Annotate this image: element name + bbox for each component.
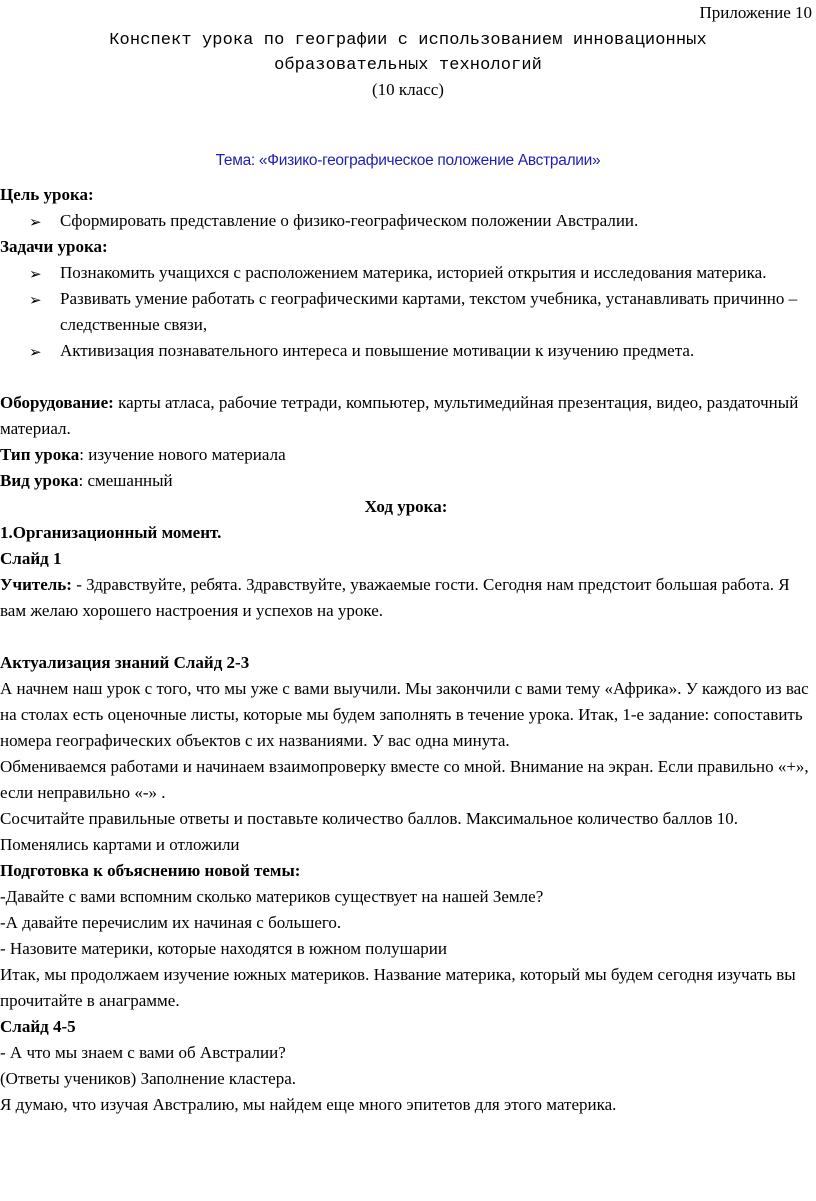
lesson-theme: Тема: «Физико-географическое положение Австралии» [215,152,601,169]
actualization-paragraph-2: Обмениваемся работами и начинаем взаимопроверку вместе со мной. Внимание на экран. Если правильно «+», если неправильно «-» . [0,757,809,802]
document-body [0,182,812,1118]
course-heading: Ход урока: [364,497,448,516]
actualization-paragraph-1: А начнем наш урок с того, что мы уже с вами выучили. Мы закончили с вами тему «Африка». У каждого из вас на столах есть оценочные листы, которые мы будем заполнять в течение урока. Итак, 1-е задание: сопоставить номера географических объектов с их названиями. У вас одна минута. [0,679,809,750]
preparation-line-4: Итак, мы продолжаем изучение южных материков. Название материка, который мы будем сегодня изучать вы прочитайте в анаграмме. [0,965,796,1010]
goal-list [0,208,812,234]
lesson-kind-paragraph [0,468,812,494]
lesson-kind-text: : смешанный [78,471,173,490]
lesson-type-paragraph [0,442,812,468]
slide-4-5-heading: Слайд 4-5 [0,1017,76,1036]
title-line-1: Конспект урока по географии с использованием инновационных [109,31,707,50]
lesson-kind-label: Вид урока [0,471,79,490]
tasks-heading: Задачи урока: [0,237,108,256]
list-item: ➢ Развивать умение работать с географическими картами, текстом учебника, устанавливать причинно – следственные связи, [29,289,798,334]
slide-4-5-line-3: Я думаю, что изучая Австралию, мы найдем еще много эпитетов для этого материка. [0,1095,617,1114]
tasks-list [0,260,812,364]
org-heading: 1.Организационный момент. [0,523,222,542]
list-item: ➢ Сформировать представление о физико-географическом положении Австралии. [0,208,812,234]
slide-4-5-line-2: (Ответы учеников) Заполнение кластера. [0,1069,296,1088]
preparation-line-2: -А давайте перечислим их начиная с большего. [0,913,342,932]
teacher-label: Учитель: [0,575,72,594]
lesson-type-text: : изучение нового материала [79,445,286,464]
slide-4-5-line-1: - А что мы знаем с вами об Австралии? [0,1043,286,1062]
arrow-bullet-icon: ➢ [29,265,42,283]
goal-heading: Цель урока: [0,185,94,204]
teacher-text: - Здравствуйте, ребята. Здравствуйте, уважаемые гости. Сегодня нам предстоит большая работа. Я вам желаю хорошего настроения и успехов на уроке. [0,575,790,620]
title-line-2: образовательных технологий [274,56,542,75]
list-item: ➢ Активизация познавательного интереса и повышение мотивации к изучению предмета. [0,338,812,364]
arrow-bullet-icon: ➢ [29,343,42,361]
lesson-type-label: Тип урока [0,445,80,464]
preparation-heading: Подготовка к объяснению новой темы: [0,861,301,880]
teacher-paragraph [0,572,812,624]
actualization-heading: Актуализация знаний Слайд 2-3 [0,653,250,672]
grade-label: (10 класс) [372,80,444,99]
actualization-paragraph-3: Сосчитайте правильные ответы и поставьте количество баллов. Максимальное количество баллов 10. Поменялись картами и отложили [0,809,738,854]
appendix-label: Приложение 10 [699,3,812,22]
document-title [0,28,816,78]
slide-1-heading: Слайд 1 [0,549,62,568]
preparation-line-3: - Назовите материки, которые находятся в южном полушарии [0,939,447,958]
equipment-label: Оборудование: [0,393,114,412]
arrow-bullet-icon: ➢ [29,291,42,309]
preparation-line-1: -Давайте с вами вспомним сколько материков существует на нашей Земле? [0,887,544,906]
arrow-bullet-icon: ➢ [29,213,42,231]
equipment-text: карты атласа, рабочие тетради, компьютер, мультимедийная презентация, видео, раздаточный материал. [0,393,799,438]
equipment-paragraph [0,390,812,442]
list-item: ➢ Познакомить учащихся с расположением материка, историей открытия и исследования материка. [0,260,812,286]
